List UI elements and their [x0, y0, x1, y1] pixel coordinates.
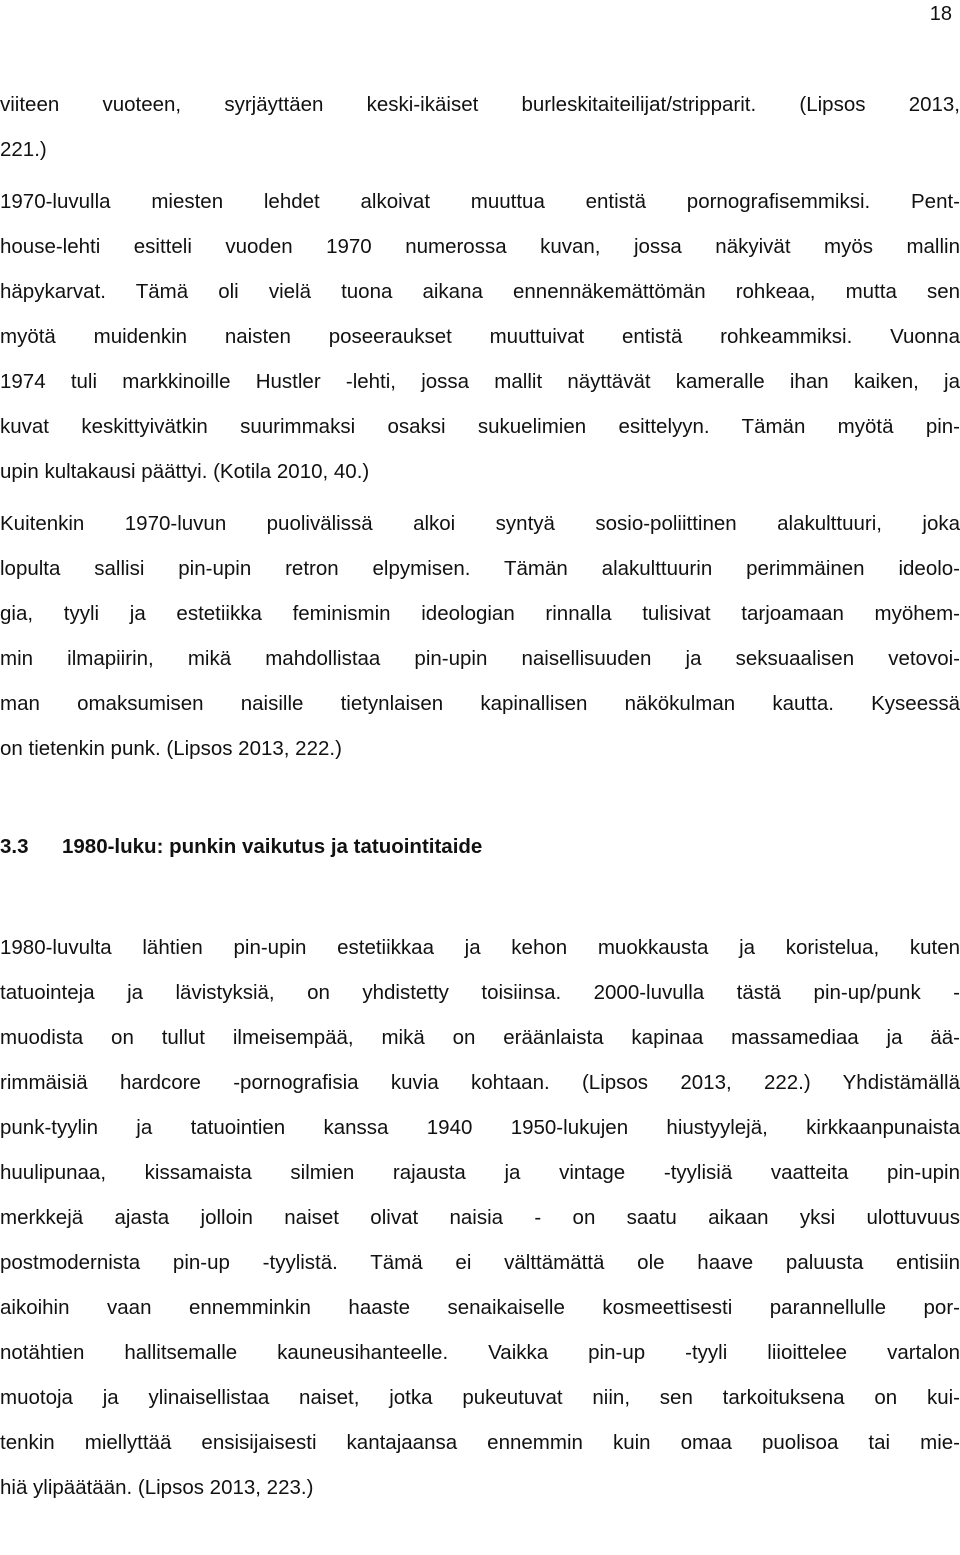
paragraph-1 — [0, 82, 960, 172]
text-line: Kuitenkin 1970-luvun puolivälissä alkoi syntyä sosio-poliittinen alakulttuuri, joka — [0, 512, 960, 535]
text-line: house-lehti esitteli vuoden 1970 numerossa kuvan, jossa näkyivät myös mallin — [0, 235, 960, 258]
paragraph-2 — [0, 179, 960, 494]
text-line: tatuointeja ja lävistyksiä, on yhdistetty toisiinsa. 2000-luvulla tästä pin-up/punk - — [0, 981, 960, 1004]
text-line: lopulta sallisi pin-upin retron elpymisen. Tämän alakulttuurin perimmäinen ideolo- — [0, 557, 960, 580]
text-line: myötä muidenkin naisten poseeraukset muuttuivat entistä rohkeammiksi. Vuonna — [0, 325, 960, 348]
paragraph-4 — [0, 925, 960, 1510]
text-line: hiä ylipäätään. (Lipsos 2013, 223.) — [0, 1476, 314, 1499]
text-line: min ilmapiirin, mikä mahdollistaa pin-upin naisellisuuden ja seksuaalisen vetovoi- — [0, 647, 960, 670]
text-line: viiteen vuoteen, syrjäyttäen keski-ikäiset burleskitaiteilijat/stripparit. (Lipsos 2013, — [0, 93, 960, 116]
text-line: tenkin miellyttää ensisijaisesti kantajaansa ennemmin kuin omaa puolisoa tai mie- — [0, 1431, 960, 1454]
text-line: kuvat keskittyivätkin suurimmaksi osaksi sukuelimien esittelyyn. Tämän myötä pin- — [0, 415, 960, 438]
text-line: rimmäisiä hardcore -pornografisia kuvia kohtaan. (Lipsos 2013, 222.) Yhdistämällä — [0, 1071, 960, 1094]
paragraph-3 — [0, 501, 960, 771]
text-line: aikoihin vaan ennemminkin haaste senaikaiselle kosmeettisesti parannellulle por- — [0, 1296, 960, 1319]
text-line: notähtien hallitsemalle kauneusihanteelle. Vaikka pin-up -tyyli liioittelee vartalon — [0, 1341, 960, 1364]
text-line: upin kultakausi päättyi. (Kotila 2010, 40.) — [0, 460, 370, 483]
text-line: merkkejä ajasta jolloin naiset olivat naisia - on saatu aikaan yksi ulottuvuus — [0, 1206, 960, 1229]
text-line: 1974 tuli markkinoille Hustler -lehti, jossa mallit näyttävät kameralle ihan kaiken, ja — [0, 370, 960, 393]
text-line: 1980-luvulta lähtien pin-upin estetiikkaa ja kehon muokkausta ja koristelua, kuten — [0, 936, 960, 959]
section-title: 1980-luku: punkin vaikutus ja tatuointitaide — [62, 835, 483, 858]
text-line: muotoja ja ylinaisellistaa naiset, jotka pukeutuvat niin, sen tarkoituksena on kui- — [0, 1386, 960, 1409]
section-heading-block — [0, 771, 960, 925]
text-line: 1970-luvulla miesten lehdet alkoivat muuttua entistä pornografisemmiksi. Pent- — [0, 190, 960, 213]
text-line: gia, tyyli ja estetiikka feminismin ideologian rinnalla tulisivat tarjoamaan myöhem- — [0, 602, 960, 625]
document-body — [0, 82, 960, 1510]
text-line: punk-tyylin ja tatuointien kanssa 1940 1950-lukujen hiustyylejä, kirkkaanpunaista — [0, 1116, 960, 1139]
text-line: 221.) — [0, 138, 47, 161]
text-line: postmodernista pin-up -tyylistä. Tämä ei välttämättä ole haave paluusta entisiin — [0, 1251, 960, 1274]
text-line: muodista on tullut ilmeisempää, mikä on eräänlaista kapinaa massamediaa ja ää- — [0, 1026, 960, 1049]
section-number: 3.3 — [0, 835, 29, 858]
text-line: häpykarvat. Tämä oli vielä tuona aikana ennennäkemättömän rohkeaa, mutta sen — [0, 280, 960, 303]
section-heading — [0, 832, 482, 862]
text-line: huulipunaa, kissamaista silmien rajausta ja vintage -tyylisiä vaatteita pin-upin — [0, 1161, 960, 1184]
text-line: on tietenkin punk. (Lipsos 2013, 222.) — [0, 737, 342, 760]
text-line: man omaksumisen naisille tietynlaisen kapinallisen näkökulman kautta. Kyseessä — [0, 692, 960, 715]
page-number: 18 — [929, 3, 952, 25]
